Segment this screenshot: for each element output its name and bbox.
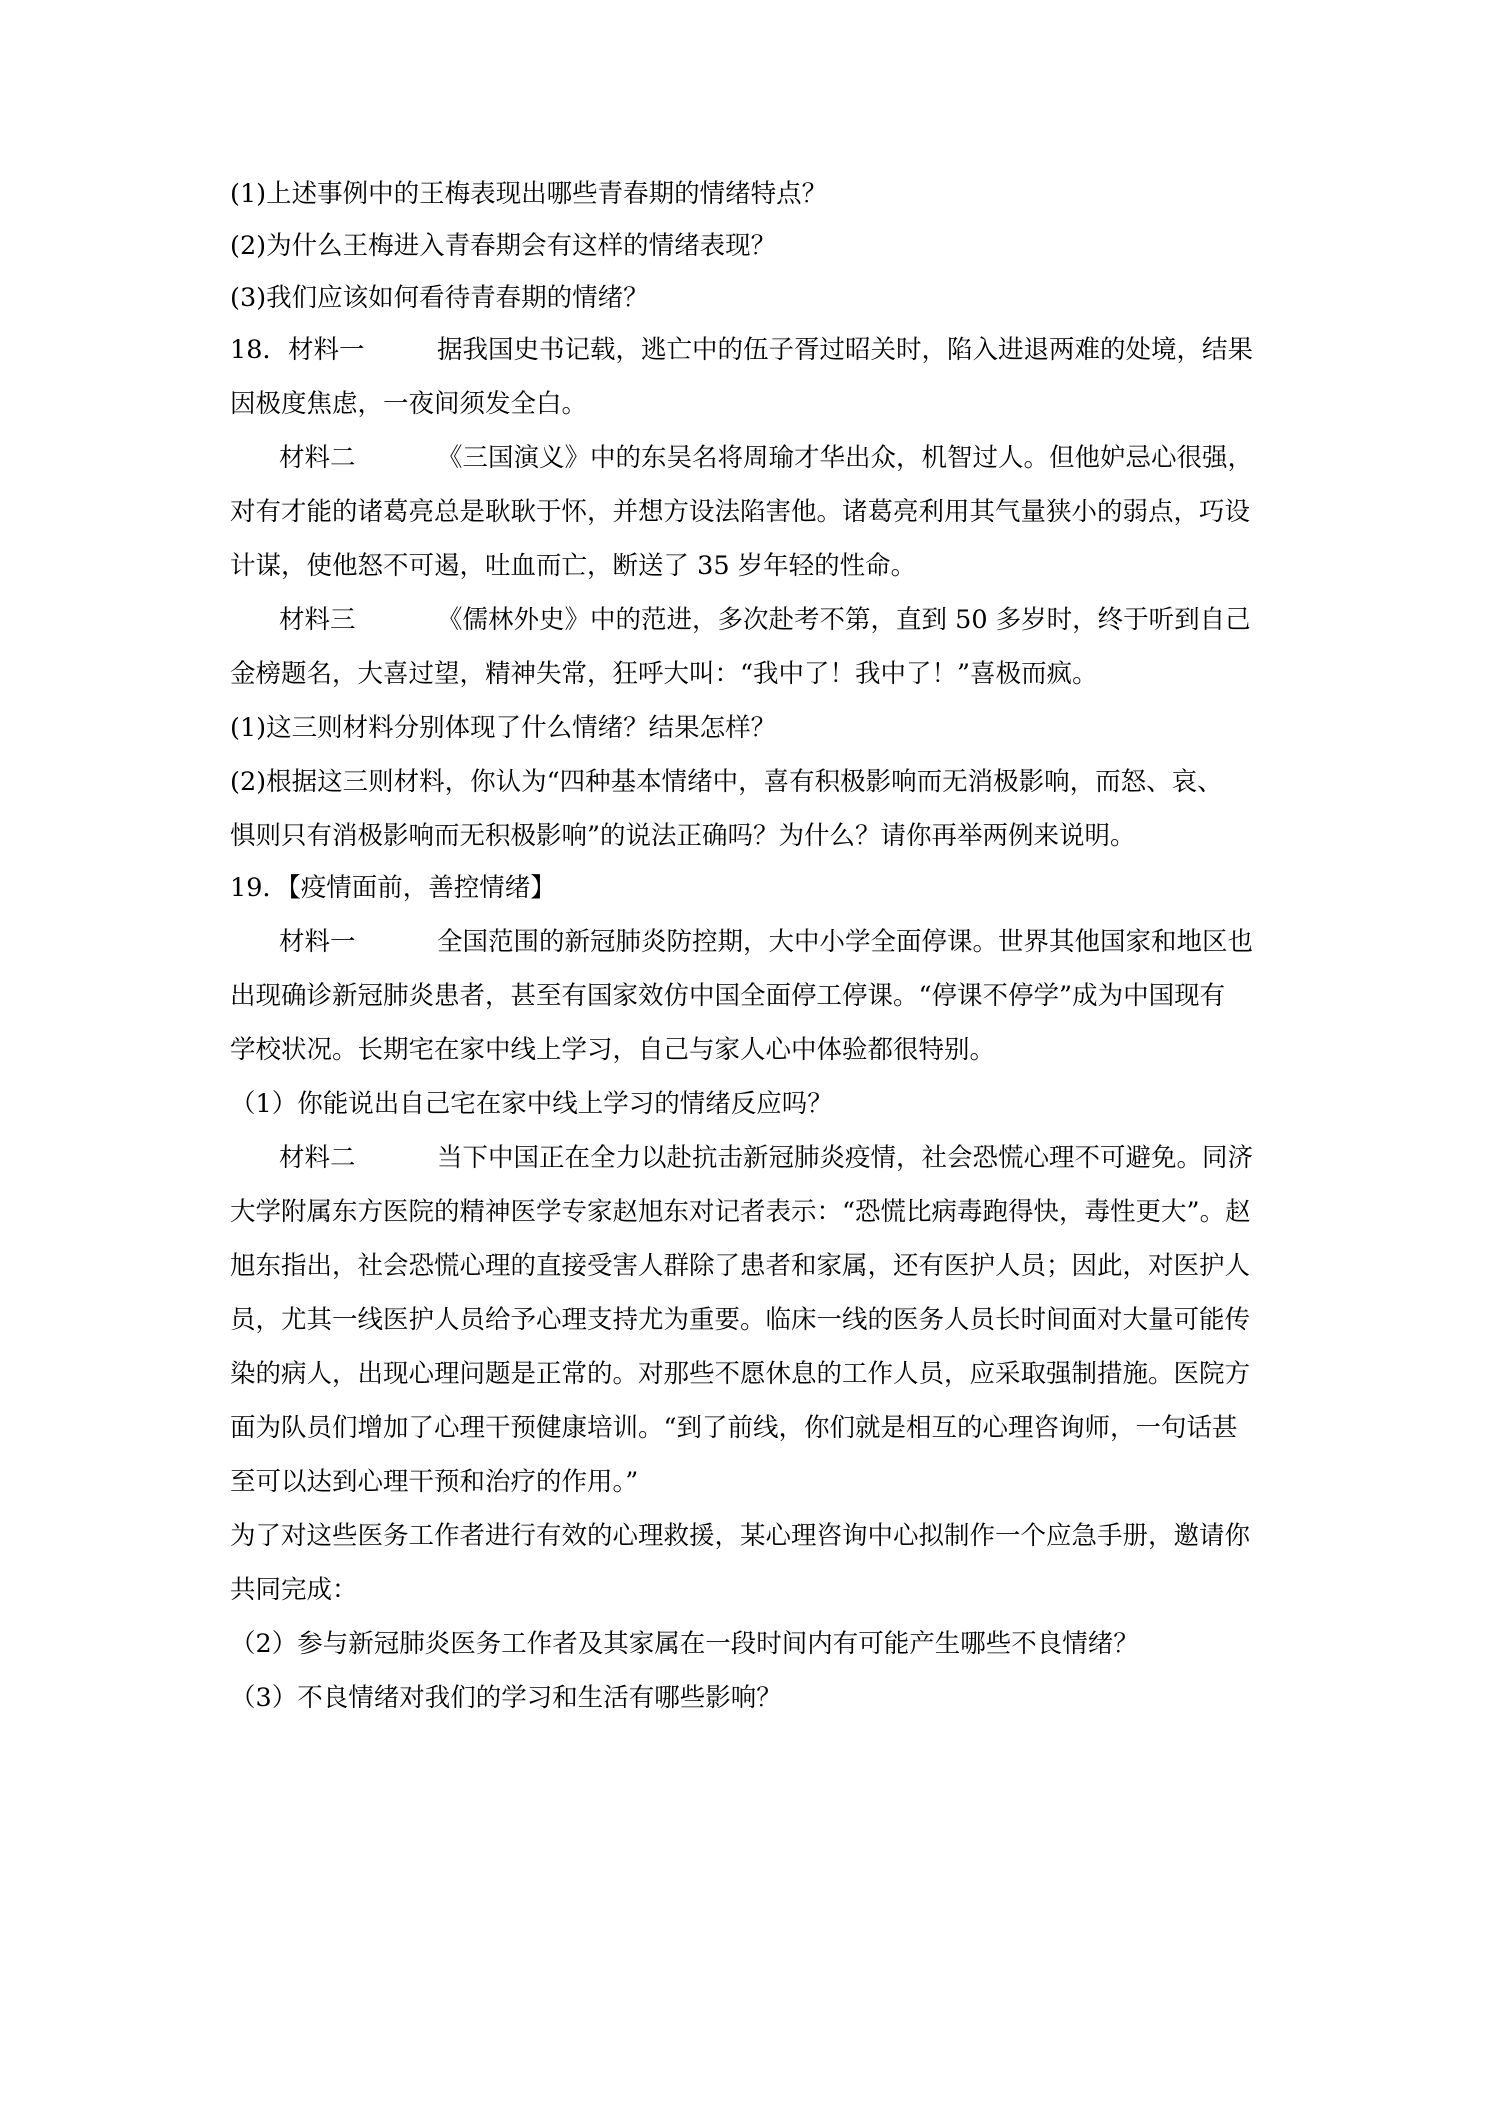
q19-material1-line1 (279, 927, 1253, 957)
q19-sub3: （3）不良情绪对我们的学习和生活有哪些影响？ (230, 1683, 782, 1713)
q19-title: 19．【疫情面前，善控情绪】 (230, 873, 556, 903)
q18-material1-line1 (230, 335, 1253, 365)
q19-material2-line4: 员，尤其一线医护人员给予心理支持尤为重要。临床一线的医务人员长时间面对大量可能传 (230, 1305, 1251, 1335)
q18-material3-line1 (279, 605, 1251, 635)
q17-sub2: (2)为什么王梅进入青春期会有这样的情绪表现？ (230, 231, 777, 261)
q19-sub2: （2）参与新冠肺炎医务工作者及其家属在一段时间内有可能产生哪些不良情绪？ (230, 1629, 1139, 1659)
q18-sub1: (1)这三则材料分别体现了什么情绪？结果怎样？ (230, 713, 777, 743)
q19-material1-line2: 出现确诊新冠肺炎患者，甚至有国家效仿中国全面停工停课。“停课不停学”成为中国现有 (230, 981, 1226, 1011)
q18-material3-label: 材料三 (279, 605, 356, 635)
q18-material1-line2: 因极度焦虑，一夜间须发全白。 (230, 389, 588, 419)
q18-material2-text1: 《三国演义》中的东吴名将周瑜才华出众，机智过人。但他妒忌心很强， (437, 443, 1254, 473)
q19-intro-line1: 为了对这些医务工作者进行有效的心理救援，某心理咨询中心拟制作一个应急手册，邀请你 (230, 1521, 1251, 1551)
q18-material1-text1: 据我国史书记载，逃亡中的伍子胥过昭关时，陷入进退两难的处境，结果 (437, 335, 1254, 365)
q18-material2-line1 (279, 443, 1253, 473)
q19-material2-line1 (279, 1143, 1253, 1173)
q18-sub2-line1: (2)根据这三则材料，你认为“四种基本情绪中，喜有积极影响而无消极影响，而怒、哀、 (230, 767, 1223, 797)
q19-sub1: （1）你能说出自己宅在家中线上学习的情绪反应吗？ (230, 1089, 833, 1119)
q18-material3-text1: 《儒林外史》中的范进，多次赴考不第，直到 50 多岁时，终于听到自己 (437, 605, 1251, 635)
q19-material2-line3: 旭东指出，社会恐慌心理的直接受害人群除了患者和家属，还有医护人员；因此，对医护人 (230, 1251, 1251, 1281)
q18-material2-label: 材料二 (279, 443, 356, 473)
q18-material2-line3: 计谋，使他怒不可遏，吐血而亡，断送了 35 岁年轻的性命。 (230, 551, 917, 581)
q19-material2-line6: 面为队员们增加了心理干预健康培训。“到了前线，你们就是相互的心理咨询师，一句话甚 (230, 1413, 1238, 1443)
q18-material2-line2: 对有才能的诸葛亮总是耿耿于怀，并想方设法陷害他。诸葛亮利用其气量狭小的弱点，巧设 (230, 497, 1251, 527)
q19-material1-line3: 学校状况。长期宅在家中线上学习，自己与家人心中体验都很特别。 (230, 1035, 996, 1065)
q19-intro-line2: 共同完成： (230, 1575, 358, 1605)
q19-material2-line5: 染的病人，出现心理问题是正常的。对那些不愿休息的工作人员，应采取强制措施。医院方 (230, 1359, 1251, 1389)
q17-sub3: (3)我们应该如何看待青春期的情绪？ (230, 283, 649, 313)
q18-material1-label: 18．材料一 (230, 335, 365, 365)
q18-material3-line2: 金榜题名，大喜过望，精神失常，狂呼大叫：“我中了！我中了！”喜极而疯。 (230, 659, 1098, 689)
q19-material2-line2: 大学附属东方医院的精神医学专家赵旭东对记者表示：“恐慌比病毒跑得快，毒性更大”。赵 (230, 1197, 1251, 1227)
q17-sub1: (1)上述事例中的王梅表现出哪些青春期的情绪特点？ (230, 179, 828, 209)
q19-material1-text1: 全国范围的新冠肺炎防控期，大中小学全面停课。世界其他国家和地区也 (437, 927, 1254, 957)
q18-sub2-line2: 惧则只有消极影响而无积极影响”的说法正确吗？为什么？请你再举两例来说明。 (230, 821, 1136, 851)
q19-material2-text1: 当下中国正在全力以赴抗击新冠肺炎疫情，社会恐慌心理不可避免。同济 (437, 1143, 1254, 1173)
q19-material2-label: 材料二 (279, 1143, 356, 1173)
q19-material2-line7: 至可以达到心理干预和治疗的作用。” (230, 1467, 639, 1497)
q19-material1-label: 材料一 (279, 927, 356, 957)
